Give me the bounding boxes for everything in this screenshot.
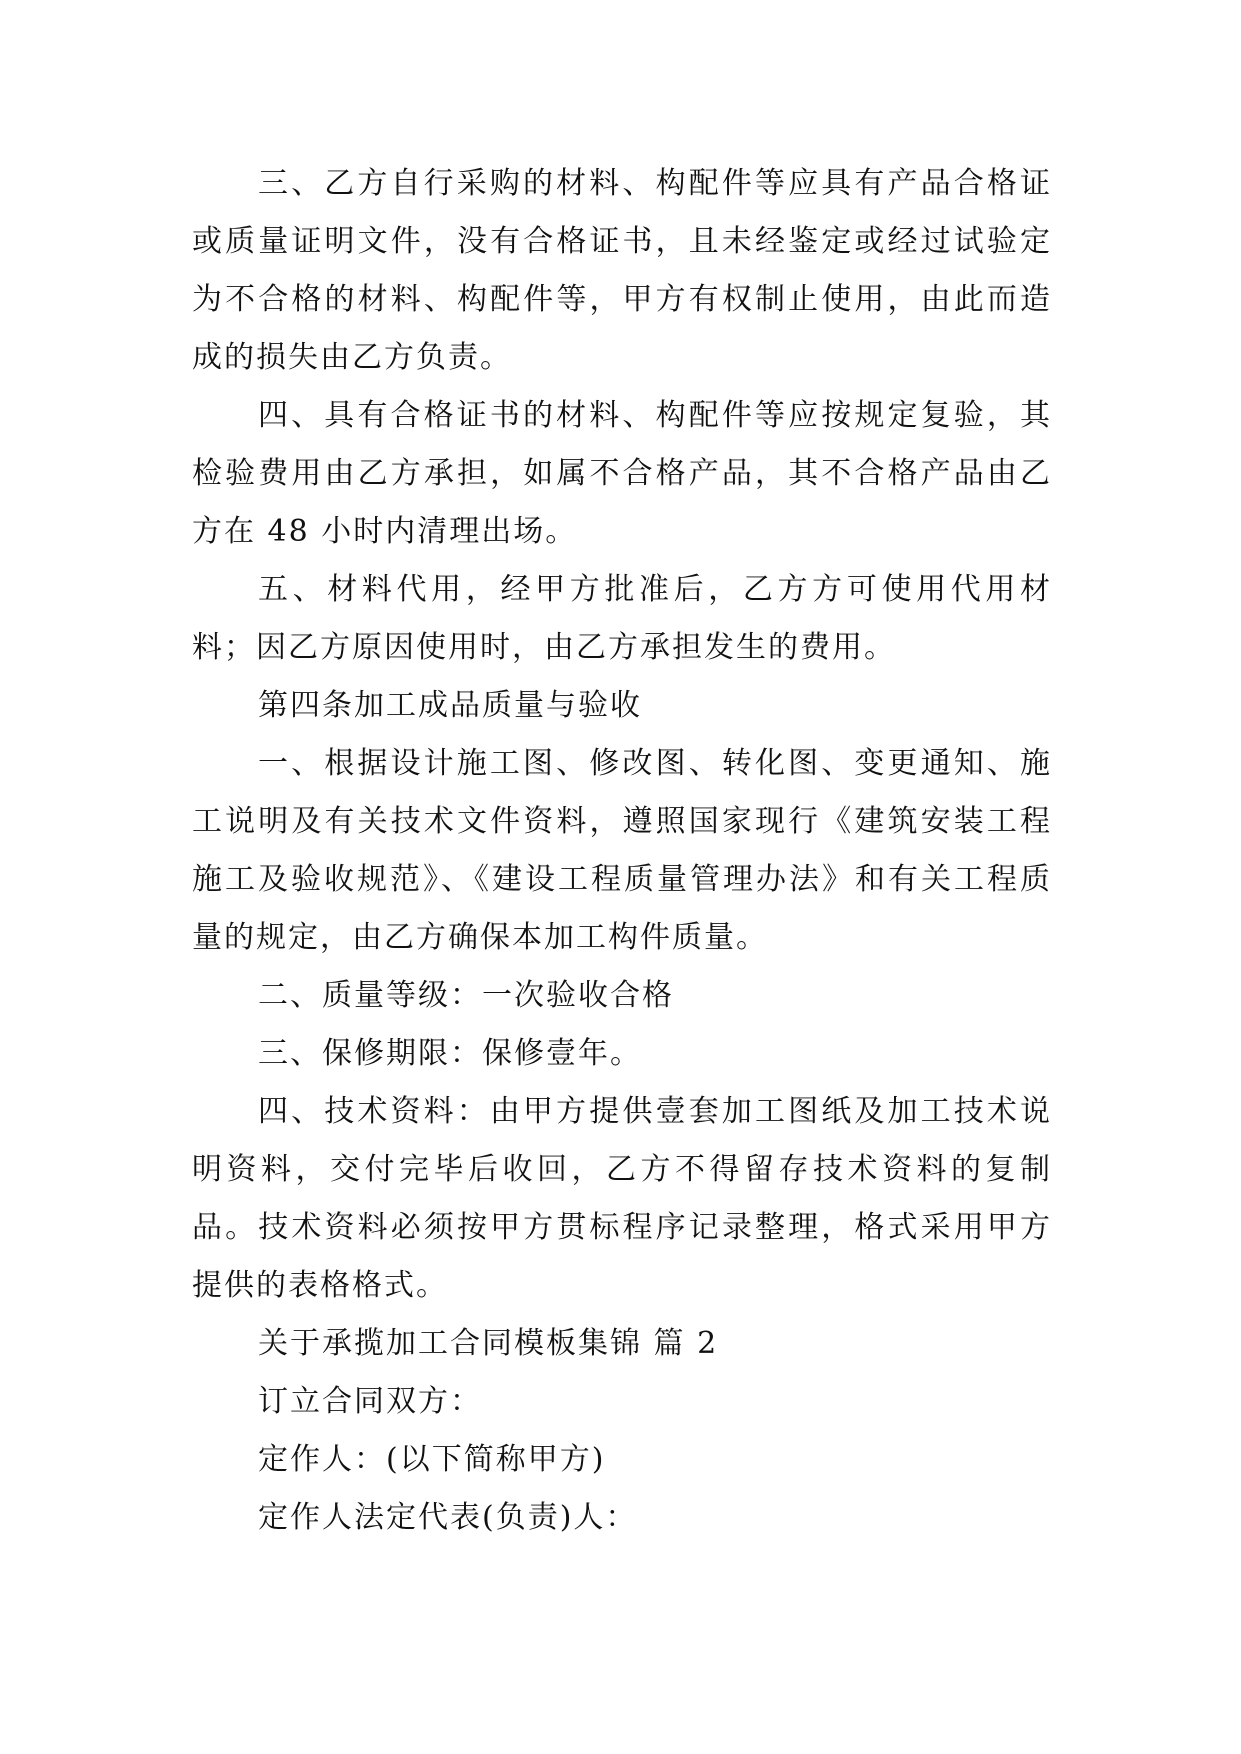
- document-body: [192, 155, 1052, 1547]
- paragraph-quality-grade: 二、质量等级：一次验收合格: [258, 978, 674, 1013]
- paragraph-technical-documents: 四、技术资料：由甲方提供壹套加工图纸及加工技术说明资料，交付完毕后收回，乙方不得留存技术资料的复制品。技术资料必须按甲方贯标程序记录整理，格式采用甲方提供的表格格式。: [192, 1094, 1052, 1303]
- paragraph-materials-recheck: 四、具有合格证书的材料、构配件等应按规定复验，其检验费用由乙方承担，如属不合格产品，其不合格产品由乙方在 48 小时内清理出场。: [192, 398, 1052, 549]
- field-orderer-legal-representative: 定作人法定代表(负责)人：: [258, 1500, 638, 1535]
- field-orderer: 定作人：(以下简称甲方): [258, 1442, 606, 1477]
- paragraph-warranty-period: 三、保修期限：保修壹年。: [258, 1036, 642, 1071]
- contract-title-part-2: 关于承揽加工合同模板集锦 篇 2: [258, 1326, 719, 1361]
- paragraph-contract-parties: 订立合同双方：: [258, 1384, 482, 1419]
- paragraph-materials-substitution: 五、材料代用，经甲方批准后，乙方方可使用代用材料；因乙方原因使用时，由乙方承担发生的费用。: [192, 572, 1052, 665]
- paragraph-quality-standards: 一、根据设计施工图、修改图、转化图、变更通知、施工说明及有关技术文件资料，遵照国家现行《建筑安装工程施工及验收规范》、《建设工程质量管理办法》和有关工程质量的规定，由乙方确保本加工构件质量。: [192, 746, 1052, 955]
- paragraph-materials-self-purchase: 三、乙方自行采购的材料、构配件等应具有产品合格证或质量证明文件，没有合格证书，且未经鉴定或经过试验定为不合格的材料、构配件等，甲方有权制止使用，由此而造成的损失由乙方负责。: [192, 166, 1052, 375]
- section-heading-article-4: 第四条加工成品质量与验收: [258, 688, 642, 723]
